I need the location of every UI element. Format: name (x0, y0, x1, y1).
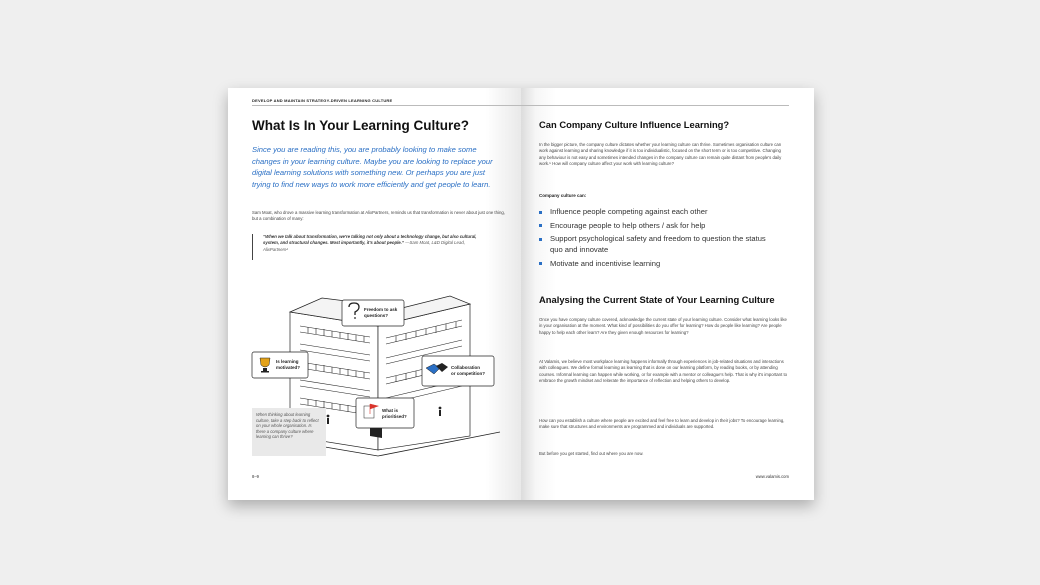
page-title: What Is In Your Learning Culture? (252, 118, 470, 133)
running-header: DEVELOP AND MAINTAIN STRATEGY-DRIVEN LEARNING CULTURE (252, 98, 393, 103)
callout-prioritised-line1: What is (382, 408, 399, 413)
callout-freedom-line2: questions? (364, 313, 389, 318)
intro-paragraph: Sam Moat, who drove a massive learning transformation at AlixPartners, reminds us that transformation is never about just one thing, but a combination of many: (252, 210, 505, 222)
quote-text: “When we talk about transformation, we're talking not only about a technology change, but also cultural, system, and structural changes. Most importantly, it's about people.” (263, 234, 477, 246)
left-page (228, 88, 521, 500)
header-rule-right (521, 105, 789, 106)
callout-freedom-line1: Freedom to ask (364, 307, 398, 312)
lead-paragraph: Since you are reading this, you are probably looking to make some changes in your learning culture. Maybe you are looking to replace your digital learning solutions with something new. Or perhaps you are just trying to find new ways to work more efficiently and get people to learn. (252, 145, 493, 189)
analysis-paragraph-2: At Valamis, we believe most workplace learning happens informally through experiences in job-related situations and interactions with colleagues. We define formal learning as learning that is done on our learning platform, by reading books, or by attending courses. Informal learning can happen while working, or for example with a mentor or colleague's help. That is why it's important to embrace the growth mindset and reiterate the importance of reflection and helping others to develop. (539, 359, 788, 384)
callout-collaboration-line2: or competition? (451, 371, 485, 376)
analysis-paragraph-4: But before you get started, find out where you are now. (539, 451, 644, 456)
callout-collaboration-line1: Collaboration (451, 365, 480, 370)
section-heading-analysing: Analysing the Current State of Your Learning Culture (539, 294, 775, 305)
quote-source: —Sam Moat, L&D Digital Lead, AlixPartners⁴ (263, 240, 465, 252)
list-item: Motivate and incentivise learning (539, 259, 769, 270)
culture-paragraph: In the bigger picture, the company culture dictates whether your learning culture can thrive. Sometimes organisation culture can work against learning and sharing knowledge if it is too individualistic, focused on the short term or is too competitive. Changing any behaviour is not easy and sometimes intended changes in the company culture can remain quite distant from people's daily work.⁵ How will company culture affect your work with learning culture? (539, 142, 782, 167)
callout-motivated-line1: Is learning (276, 359, 299, 364)
page-number: 8–9 (252, 474, 259, 479)
book-spread (228, 88, 814, 500)
quote-bar (252, 234, 253, 260)
right-page (521, 88, 814, 500)
callout-collaboration (422, 356, 494, 386)
website-url: www.valamis.com (755, 474, 789, 479)
header-rule (252, 105, 521, 106)
callout-motivated-line2: motivated? (276, 365, 301, 370)
culture-bullet-list (539, 207, 769, 272)
image-caption: When thinking about learning culture, take a step back to reflect on your whole organisation. Is there a company culture where learning can thrive? (256, 412, 319, 440)
callout-freedom (342, 300, 404, 326)
list-label: Company culture can: (539, 193, 587, 198)
callout-prioritised-line2: prioritised? (382, 414, 407, 419)
image-caption-box (252, 408, 326, 456)
callout-prioritised (356, 398, 414, 428)
section-heading-culture: Can Company Culture Influence Learning? (539, 119, 730, 130)
list-item: Support psychological safety and freedom to question the status quo and innovate (539, 234, 769, 255)
list-item: Influence people competing against each other (539, 207, 769, 218)
analysis-paragraph-1: Once you have company culture covered, acknowledge the current state of your learning culture. Consider what learning looks like in your organisation at the moment. What kind of possibilities do you offer for learning? How do people like learning? Are people happy to help each other learn? Are they given enough resources for learning? (539, 317, 787, 335)
analysis-paragraph-3: How can you establish a culture where people are excited and feel free to learn and develop in their jobs? To encourage learning, make sure that structures and environments are programmed and individuals are supported. (539, 418, 785, 430)
callout-motivated (252, 352, 308, 378)
list-item: Encourage people to help others / ask for help (539, 221, 769, 232)
pull-quote (263, 234, 485, 253)
